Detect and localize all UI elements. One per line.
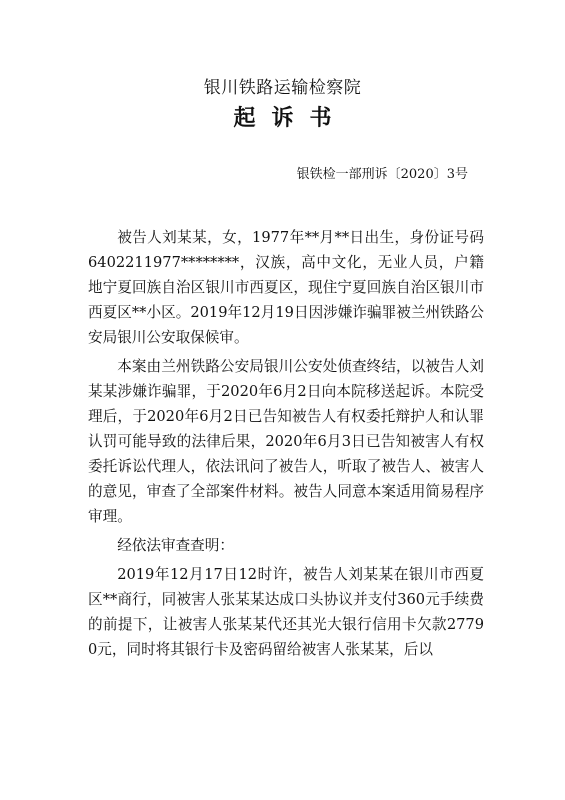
findings-heading: 经依法审查查明： xyxy=(117,537,234,554)
case-procedure-paragraph: 本案由兰州铁路公安局银川公安处侦查终结，以被告人刘某某涉嫌诈骗罪，于2020年6月2日向本院移送起诉。本院受理后，于2020年6月2日已告知被告人有权委托辩护人和认罪认罚可能导致的法律后果，2020年6月3日已告知被害人有权委托诉讼代理人，依法讯问了被告人，听取了被告人、被害人的意见，审查了全部案件材料。被告人同意本案适用简易程序审理。 xyxy=(88,358,484,525)
facts-paragraph: 2019年12月17日12时许，被告人刘某某在银川市西夏区**商行，同被害人张某某达成口头协议并支付360元手续费的前提下，让被害人张某某代还其光大银行信用卡欠款27790元，同时将其银行卡及密码留给被害人张某某，后以 xyxy=(88,566,484,658)
defendant-info-paragraph: 被告人刘某某，女，1977年**月**日出生，身份证号码6402211977********，汉族，高中文化，无业人员，户籍地宁夏回族自治区银川市西夏区，现住宁夏回族自治区银川市西夏区**小区。2019年12月19日因涉嫌诈骗罪被兰州铁路公安局银川公安取保候审。 xyxy=(88,229,484,346)
document-title: 起诉书 xyxy=(233,105,348,131)
document-body xyxy=(88,225,484,662)
document-number: 银铁检一部刑诉〔2020〕3号 xyxy=(296,167,468,182)
issuing-organization: 银川铁路运输检察院 xyxy=(203,78,362,98)
